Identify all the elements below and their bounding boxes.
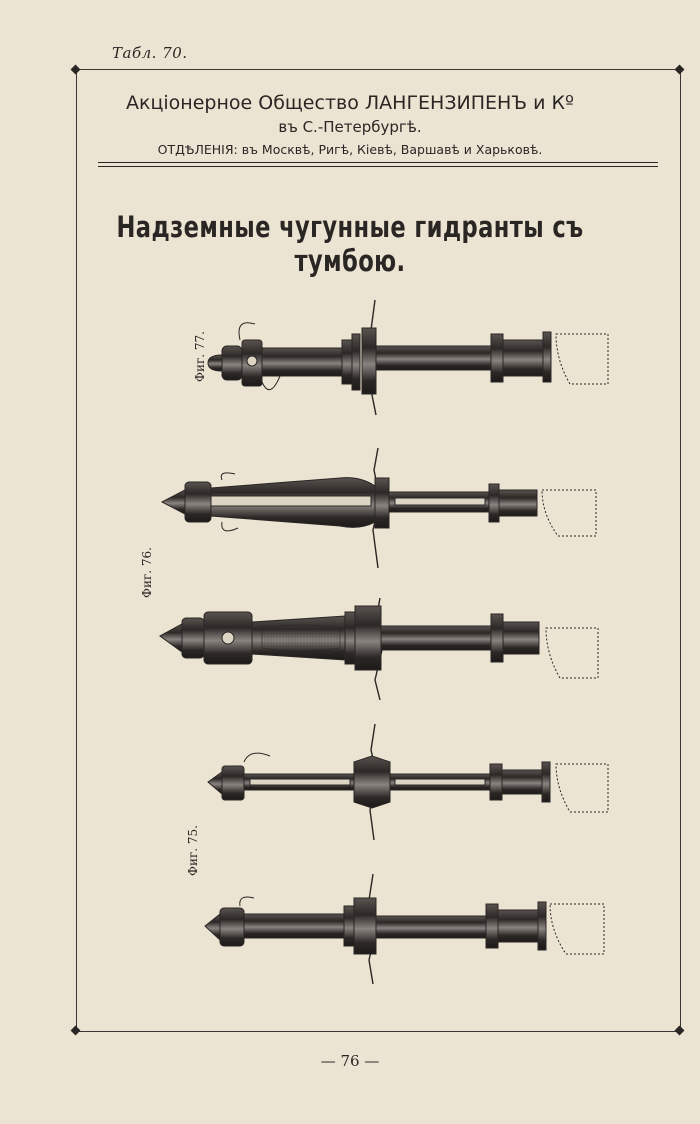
figure-label-75: Фиг. 75. (186, 825, 200, 876)
company-branches: ОТДѢЛЕНІЯ: въ Москвѣ, Ригѣ, Кіевѣ, Варшавѣ и Харьковѣ. (157, 142, 543, 157)
figure-label-76: Фиг. 76. (140, 547, 154, 598)
company-city: въ С.-Петербургѣ. (278, 118, 422, 136)
hydrant-figure-77 (208, 300, 608, 415)
hydrant-figure-76-section (162, 448, 596, 568)
page-number: — 76 — (320, 1052, 380, 1070)
table-label: Табл. 70. (112, 44, 188, 62)
company-name: Акціонерное Общество ЛАНГЕНЗИПЕНЪ и Кº (125, 92, 574, 114)
hydrant-figure-75-exterior (205, 874, 604, 984)
figure-label-77: Фиг. 77. (193, 331, 207, 382)
page-title: Надземные чугунные гидранты съ тумбою. (116, 210, 584, 278)
hydrant-figure-76-exterior (160, 598, 598, 700)
hydrant-figure-75-section (208, 724, 608, 840)
